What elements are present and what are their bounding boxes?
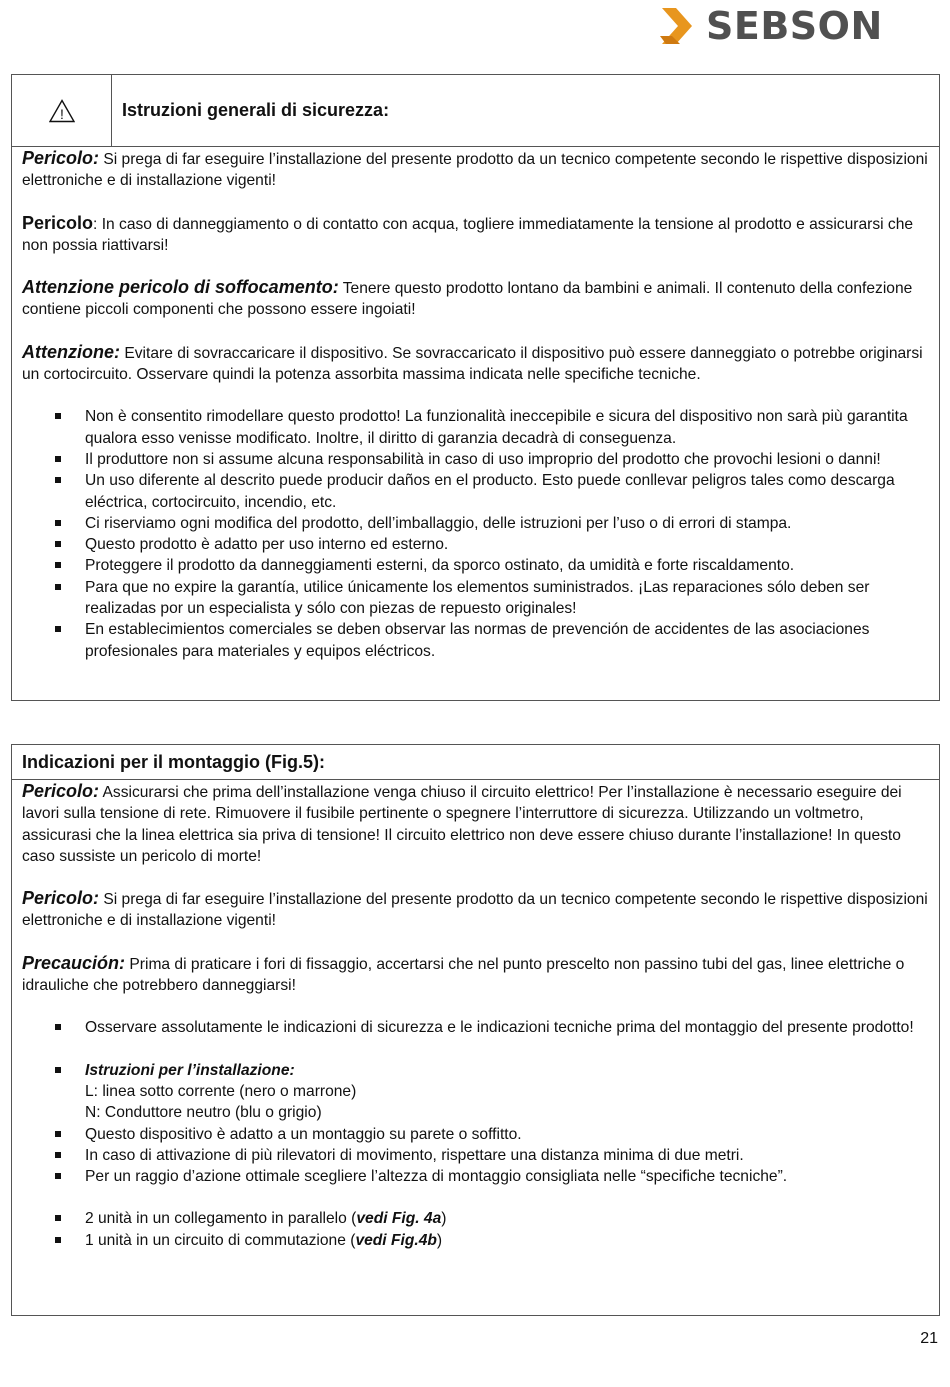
wiring-options-list [22, 1208, 929, 1251]
list-item: Para que no expire la garantía, utilice únicamente los elementos suministrados. ¡Las reparaciones sólo deben ser realizadas por un especialista y sólo con piezas de repuesto originales! [85, 577, 929, 620]
svg-text:!: ! [59, 105, 64, 122]
brand-name: SEBSON [706, 4, 883, 48]
danger-keyword: Pericolo [22, 212, 94, 233]
page-number: 21 [920, 1330, 938, 1347]
safety-content [22, 148, 929, 662]
list-item: 1 unità in un circuito di commutazione (vedi Fig.4b) [85, 1230, 929, 1251]
list-item: Per un raggio d’azione ottimale scegliere l’altezza di montaggio consigliata nelle “specifiche tecniche”. [85, 1166, 929, 1187]
warning-keyword: Attenzione pericolo di soffocamento: [22, 277, 339, 298]
mounting-paragraph: Pericolo: Assicurarsi che prima dell’installazione venga chiuso il circuito elettrico! Per l’installazione è necessario eseguire dei lavori sulla tensione di rete. Rimuovere il fusibile pertinente o spegnere l’interruttore di sicurezza. Utilizzando un voltmetro, assicurasi che la linea elettrica sia priva di tensione! Il circuito elettrico non deve essere chiuso durante l’installazione! In questo caso sussiste un pericolo di morte! [22, 781, 902, 865]
install-details-list [22, 1124, 929, 1188]
safety-bullet-list [22, 406, 929, 662]
list-item: In caso di attivazione di più rilevatori di movimento, rispettare una distanza minima di due metri. [85, 1145, 929, 1166]
warning-triangle-icon [49, 99, 75, 123]
mounting-bullet-list [22, 1017, 929, 1038]
list-item: Ci riserviamo ogni modifica del prodotto, dell’imballaggio, delle istruzioni per l’uso o di errori di stampa. [85, 513, 929, 534]
safety-paragraph: Pericolo: Si prega di far eseguire l’installazione del presente prodotto da un tecnico competente secondo le rispettive disposizioni elettroniche e di installazione vigenti! [22, 148, 928, 190]
install-heading: Istruzioni per l’installazione: [85, 1060, 929, 1081]
warning-keyword: Attenzione: [22, 341, 120, 362]
list-item: En establecimientos comerciales se deben observar las normas de prevención de accidentes de las asociaciones profesionales para materiales y equipos eléctricos. [85, 619, 929, 662]
list-item: Non è consentito rimodellare questo prodotto! La funzionalità ineccepibile e sicura del dispositivo non sarà più garantita qualora esso venisse modificato. Inoltre, il diritto di garanzia decadrà di conseguenza. [85, 406, 929, 449]
danger-keyword: Pericolo: [22, 888, 100, 909]
mounting-paragraph: Precaución: Prima di praticare i fori di fissaggio, accertarsi che nel punto prescelto non passino tubi del gas, linee elettriche o idrauliche che potrebbero danneggiarsi! [22, 952, 905, 995]
safety-section [11, 74, 940, 701]
warning-icon-cell [12, 75, 112, 146]
danger-keyword: Pericolo: [22, 148, 100, 168]
list-item: Questo dispositivo è adatto a un montaggio su parete o soffitto. [85, 1124, 929, 1145]
list-item: Un uso diferente al descrito puede producir daños en el producto. Esto puede conllevar peligros tales como descarga eléctrica, cortocircuito, incendio, etc. [85, 470, 929, 513]
install-bullet-list [22, 1060, 929, 1081]
safety-title: Istruzioni generali di sicurezza: [122, 100, 390, 120]
safety-paragraph: Attenzione: Evitare di sovraccaricare il dispositivo. Se sovraccaricato il dispositivo può essere danneggiato o potrebbe originarsi un cortocircuito. Osservare quindi la potenza assorbita massima indicata nelle specifiche tecniche. [22, 341, 923, 384]
wire-l-description: L: linea sotto corrente (nero o marrone) [85, 1082, 357, 1100]
caution-keyword: Precaución: [22, 952, 126, 973]
mounting-paragraph: Pericolo: Si prega di far eseguire l’installazione del presente prodotto da un tecnico competente secondo le rispettive disposizioni elettroniche e di installazione vigenti! [22, 888, 928, 930]
safety-paragraph: Attenzione pericolo di soffocamento: Tenere questo prodotto lontano da bambini e animali. Il contenuto della confezione contiene piccoli componenti che possono essere ingoiati! [22, 277, 913, 319]
wire-n-description: N: Conduttore neutro (blu o grigio) [85, 1104, 322, 1122]
list-item: Osservare assolutamente le indicazioni di sicurezza e le indicazioni tecniche prima del montaggio del presente prodotto! [85, 1017, 929, 1038]
safety-paragraph: Pericolo: In caso di danneggiamento o di contatto con acqua, togliere immediatamente la tensione al prodotto e assicurarsi che non possia riattivarsi! [22, 212, 914, 254]
danger-keyword: Pericolo: [22, 781, 100, 801]
figure-reference: vedi Fig.4b [355, 1231, 437, 1249]
mounting-content [22, 781, 929, 1251]
mounting-title: Indicazioni per il montaggio (Fig.5): [22, 752, 325, 772]
list-item: Il produttore non si assume alcuna responsabilità in caso di uso improprio del prodotto che provochi lesioni o danni! [85, 449, 929, 470]
chevron-logo-icon [658, 6, 700, 46]
list-item: Proteggere il prodotto da danneggiamenti esterni, da sporco ostinato, da umidità e forte riscaldamento. [85, 555, 929, 576]
brand-logo [658, 6, 883, 46]
figure-reference: vedi Fig. 4a [356, 1210, 442, 1228]
mounting-section [11, 744, 940, 1316]
list-item: 2 unità in un collegamento in parallelo (vedi Fig. 4a) [85, 1208, 929, 1229]
mounting-header [12, 745, 939, 780]
safety-header [12, 75, 939, 147]
list-item: Questo prodotto è adatto per uso interno ed esterno. [85, 534, 929, 555]
